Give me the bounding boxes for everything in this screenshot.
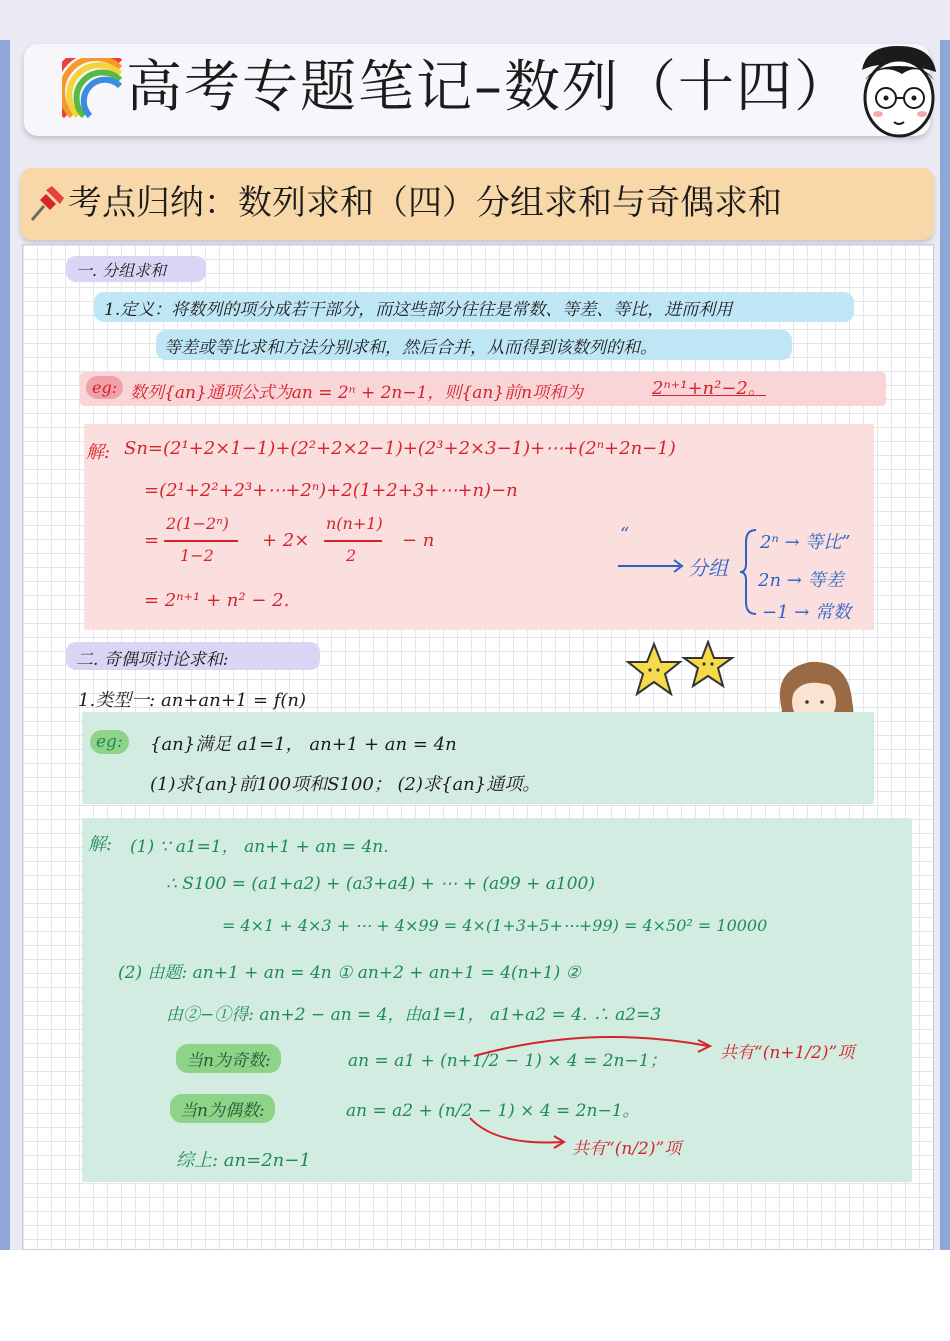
face-doodle-icon (852, 40, 944, 140)
solution1-line-1: Sn=(2¹+2×1−1)+(2²+2×2−1)+(2³+2×3−1)+⋯+(2ⁿ+2n−1) (124, 438, 676, 459)
definition-line-1: 1.定义：将数列的项分成若干部分，而这些部分往往是常数、等差、等比，进而利用 (104, 300, 733, 320)
curved-arrow-icon (466, 1114, 570, 1150)
solution2-line-2: ∴ S100 = (a1+a2) + (a3+a4) + ⋯ + (a99 + a100) (166, 874, 596, 894)
example1-answer: 2ⁿ⁺¹+n²−2。 (652, 378, 766, 399)
grouping-item-3: −1 → 常数 (762, 602, 852, 623)
solution2-line-4: (2) 由题: an+1 + an = 4n ① an+2 + an+1 = 4(n+1) ② (118, 963, 581, 983)
even-case-label: 当n为偶数: (170, 1094, 275, 1123)
solution1-line-4: = 2ⁿ⁺¹ + n² − 2. (144, 590, 290, 611)
solution1-frac1-num: 2(1−2ⁿ) (166, 514, 229, 533)
solution1-frac2-den: 2 (346, 546, 357, 565)
rainbow-icon (62, 58, 124, 120)
conclusion: 综上: an=2n−1 (176, 1150, 311, 1171)
even-case-formula: an = a2 + (n/2 − 1) × 4 = 2n−1。 (346, 1101, 640, 1121)
right-arrow-icon (616, 556, 686, 576)
grouping-label: 分组 (688, 556, 728, 580)
fraction-bar (164, 540, 238, 542)
solution2-label: 解: (88, 834, 113, 855)
type-line: 1.类型一: an+an+1 = f(n) (78, 690, 307, 711)
solution2-line-3: = 4×1 + 4×3 + ⋯ + 4×99 = 4×(1+3+5+⋯+99) = 4×50² = 10000 (222, 916, 768, 935)
example1-label: eg: (86, 376, 123, 399)
solution1-frac1-den: 1−2 (180, 546, 214, 565)
grouping-quote: “ (620, 524, 630, 545)
solution1-end: − n (402, 530, 435, 551)
section2-heading: 二. 奇偶项讨论求和: (76, 650, 229, 670)
solution1-line-2: =(2¹+2²+2³+⋯+2ⁿ)+2(1+2+3+⋯+n)−n (144, 480, 518, 501)
solution1-frac2-num: n(n+1) (326, 514, 383, 533)
right-margin-bar (940, 40, 950, 1250)
pushpin-icon (28, 184, 66, 224)
page-title: 高考专题笔记–数列（十四） (126, 55, 852, 120)
solution2-line-1: (1) ∵ a1=1， an+1 + an = 4n. (130, 837, 389, 857)
example1-text: 数列{an}通项公式为an = 2ⁿ + 2n−1，则{an}前n项和为 (130, 383, 584, 403)
odd-case-note: 共有“(n+1/2)”项 (720, 1043, 855, 1063)
odd-case-formula: an = a1 + (n+1/2 − 1) × 4 = 2n−1； (348, 1051, 667, 1071)
grouping-item-1: 2ⁿ → 等比” (760, 532, 851, 553)
stars-sticker-icon (624, 640, 740, 702)
even-case-note: 共有“(n/2)”项 (572, 1139, 682, 1159)
odd-case-label: 当n为奇数: (176, 1044, 281, 1073)
left-margin-bar (0, 40, 10, 1250)
example2-line-1: {an}满足 a1=1， an+1 + an = 4n (150, 734, 457, 755)
brace-icon (738, 528, 760, 616)
fraction-bar (324, 540, 382, 542)
curved-arrow-icon (470, 1030, 720, 1060)
example2-label: eg: (90, 730, 129, 754)
grouping-item-2: 2n → 等差 (758, 570, 844, 591)
solution1-mid: + 2× (262, 530, 310, 551)
definition-line-2: 等差或等比求和方法分别求和，然后合并，从而得到该数列的和。 (164, 338, 657, 358)
section1-heading: 一. 分组求和 (76, 261, 167, 280)
solution2-line-5: 由②−①得: an+2 − an = 4，由a1=1， a1+a2 = 4. ∴ a2=3 (166, 1005, 662, 1025)
solution1-label: 解: (86, 442, 111, 463)
example2-line-2: (1)求{an}前100项和S100； (2)求{an}通项。 (150, 774, 541, 795)
page-subtitle: 考点归纳：数列求和（四）分组求和与奇偶求和 (68, 183, 782, 223)
solution1-equals: = (144, 530, 160, 551)
